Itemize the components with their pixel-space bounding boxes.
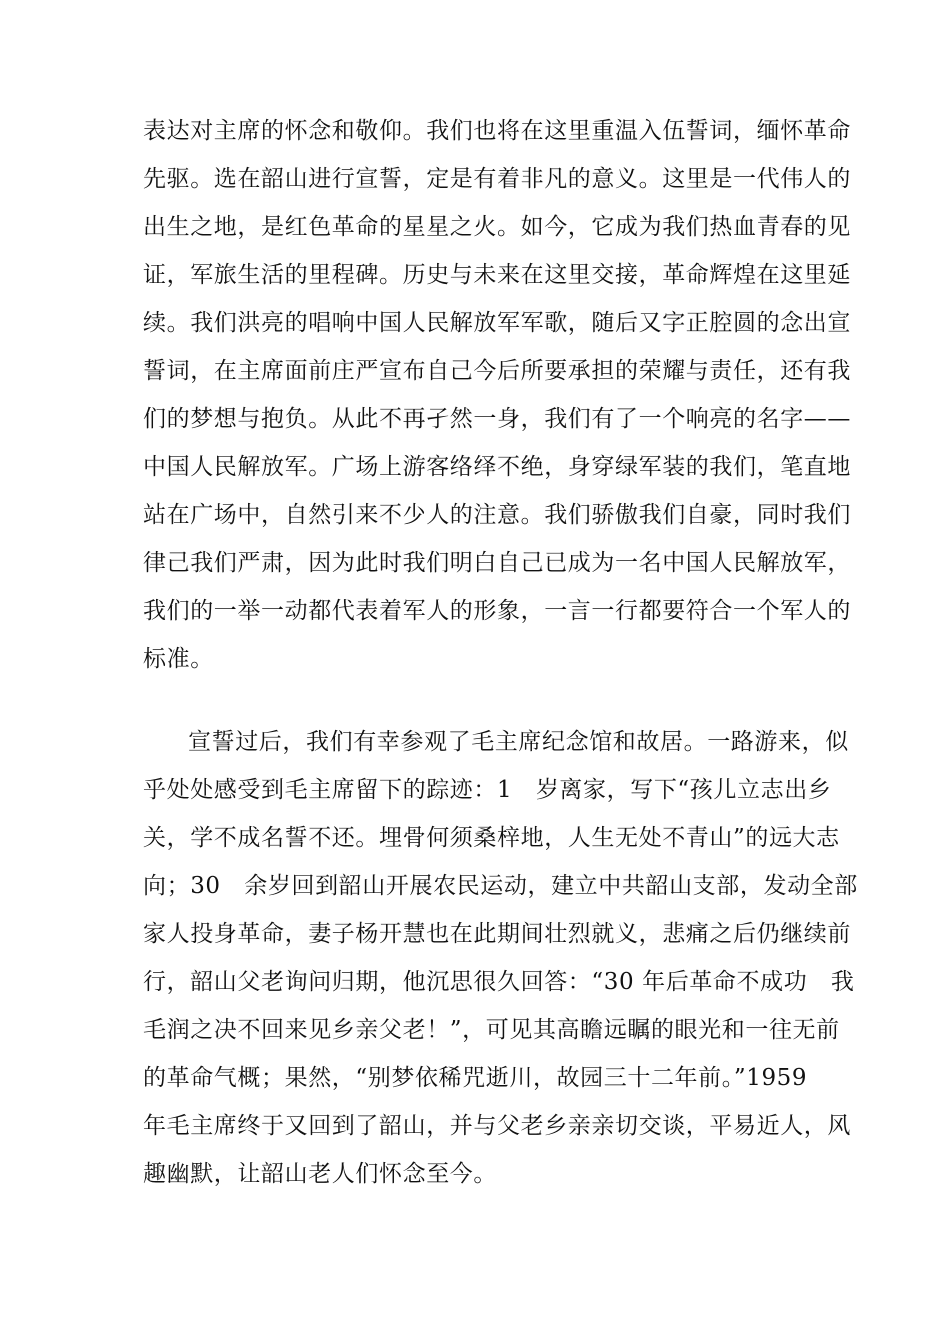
- paragraph-2-line-1: 宣誓过后，我们有幸参观了毛主席纪念馆和故居。一路游来，似: [188, 729, 849, 755]
- paragraph-2-line-8: 的革命气概；果然，“别梦依稀咒逝川，故园三十二年前。”1959: [143, 1065, 808, 1091]
- paragraph-1-line-2: 先驱。选在韶山进行宣誓，定是有着非凡的意义。这里是一代伟人的: [143, 166, 851, 192]
- paragraph-1-line-12: 标准。: [143, 646, 214, 672]
- paragraph-1-line-6: 誓词，在主席面前庄严宣布自己今后所要承担的荣耀与责任，还有我: [143, 358, 851, 384]
- paragraph-1-line-9: 站在广场中，自然引来不少人的注意。我们骄傲我们自豪，同时我们: [143, 502, 851, 528]
- paragraph-2-line-5: 家人投身革命，妻子杨开慧也在此期间壮烈就义，悲痛之后仍继续前: [143, 921, 851, 947]
- paragraph-1-line-3: 出生之地，是红色革命的星星之火。如今，它成为我们热血青春的见: [143, 214, 851, 240]
- paragraph-1-line-4: 证，军旅生活的里程碑。历史与未来在这里交接，革命辉煌在这里延: [143, 262, 851, 288]
- paragraph-2-line-7: 毛润之决不回来见乡亲父老！”，可见其高瞻远瞩的眼光和一往无前: [143, 1017, 840, 1043]
- paragraph-2-line-4: 向；30 余岁回到韶山开展农民运动，建立中共韶山支部，发动全部: [143, 873, 858, 899]
- paragraph-2-line-6: 行，韶山父老询问归期，他沉思很久回答：“30 年后革命不成功 我: [143, 969, 855, 995]
- paragraph-1-line-1: 表达对主席的怀念和敬仰。我们也将在这里重温入伍誓词，缅怀革命: [143, 118, 851, 144]
- paragraph-2-line-2: 乎处处感受到毛主席留下的踪迹：1 岁离家，写下“孩儿立志出乡: [143, 777, 832, 803]
- paragraph-1-line-5: 续。我们洪亮的唱响中国人民解放军军歌，随后又字正腔圆的念出宣: [143, 310, 851, 336]
- paragraph-2-line-9: 年毛主席终于又回到了韶山，并与父老乡亲亲切交谈，平易近人，风: [143, 1113, 851, 1139]
- paragraph-2-line-10: 趣幽默，让韶山老人们怀念至今。: [143, 1161, 497, 1187]
- paragraph-2-line-3: 关，学不成名誓不还。埋骨何须桑梓地，人生无处不青山”的远大志: [143, 825, 840, 851]
- paragraph-1-line-11: 我们的一举一动都代表着军人的形象，一言一行都要符合一个军人的: [143, 598, 851, 624]
- paragraph-1-line-7: 们的梦想与抱负。从此不再孑然一身，我们有了一个响亮的名字——: [143, 406, 851, 432]
- paragraph-1-line-8: 中国人民解放军。广场上游客络绎不绝，身穿绿军装的我们，笔直地: [143, 454, 851, 480]
- paragraph-1-line-10: 律己我们严肃，因为此时我们明白自己已成为一名中国人民解放军，: [143, 550, 851, 576]
